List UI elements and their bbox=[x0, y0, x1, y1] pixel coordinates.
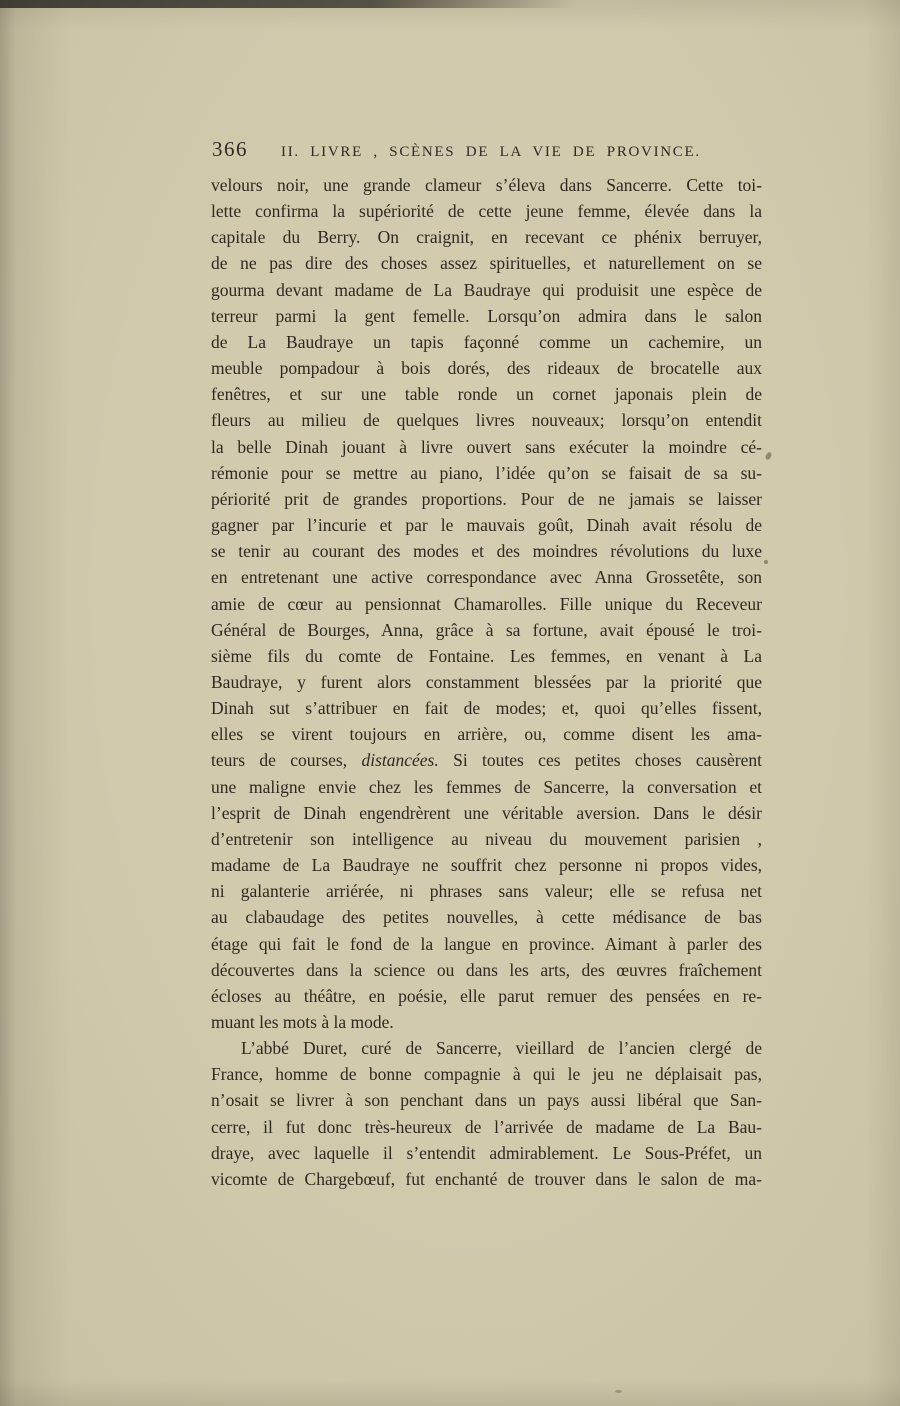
page-header bbox=[212, 137, 764, 162]
text-line: muant les mots à la mode. bbox=[211, 1012, 394, 1032]
text-line: France, homme de bonne compagnie à qui le jeu ne déplaisait pas, bbox=[211, 1064, 762, 1085]
text-line: de ne pas dire des choses assez spirituelles, et naturellement on se bbox=[211, 253, 762, 274]
text-line: Baudraye, y furent alors constamment blessées par la priorité que bbox=[211, 671, 762, 692]
text-line: capitale du Berry. On craignit, en recevant ce phénix berruyer, bbox=[211, 227, 762, 248]
scan-speck bbox=[764, 451, 772, 460]
body-text bbox=[211, 172, 762, 1192]
running-title: II. LIVRE , SCÈNES DE LA VIE DE PROVINCE. bbox=[281, 144, 701, 160]
text-line: se tenir au courant des modes et des moindres révolutions du luxe bbox=[211, 541, 762, 562]
text-line: rémonie pour se mettre au piano, l’idée qu’on se faisait de sa su- bbox=[211, 462, 762, 483]
text-line: de La Baudraye un tapis façonné comme un cachemire, un bbox=[211, 331, 762, 352]
page-number: 366 bbox=[212, 137, 248, 161]
text-line: fenêtres, et sur une table ronde un cornet japonais plein de bbox=[211, 384, 762, 405]
paragraph-1 bbox=[211, 172, 762, 1035]
text-line: lette confirma la supériorité de cette jeune femme, élevée dans la bbox=[211, 201, 762, 222]
text-line: draye, avec laquelle il s’entendit admirablement. Le Sous-Préfet, un bbox=[211, 1142, 762, 1163]
text-line: gourma devant madame de La Baudraye qui produisit une espèce de bbox=[211, 279, 762, 300]
text-line: Général de Bourges, Anna, grâce à sa fortune, avait épousé le troi- bbox=[211, 619, 762, 640]
text-line: en entretenant une active correspondance avec Anna Grossetête, son bbox=[211, 567, 762, 588]
text-line: amie de cœur au pensionnat Chamarolles. Fille unique du Receveur bbox=[211, 593, 762, 614]
text-line: périorité prit de grandes proportions. Pour de ne jamais se laisser bbox=[211, 488, 762, 509]
text-line: cerre, il fut donc très-heureux de l’arrivée de madame de La Bau- bbox=[211, 1116, 762, 1137]
scan-speck bbox=[764, 560, 768, 564]
text-line: velours noir, une grande clameur s’éleva dans Sancerre. Cette toi- bbox=[211, 175, 762, 195]
text-line: gagner par l’incurie et par le mauvais goût, Dinah avait résolu de bbox=[211, 515, 762, 536]
text-line: la belle Dinah jouant à livre ouvert sans exécuter la moindre cé- bbox=[211, 436, 762, 457]
text-line: écloses au théâtre, en poésie, elle parut remuer des pensées en re- bbox=[211, 985, 762, 1006]
text-line: fleurs au milieu de quelques livres nouveaux; lorsqu’on entendit bbox=[211, 410, 762, 431]
scan-speck bbox=[615, 1390, 622, 1393]
text-line: meuble pompadour à bois dorés, des rideaux de brocatelle aux bbox=[211, 358, 762, 379]
text-line: au clabaudage des petites nouvelles, à cette médisance de bas bbox=[211, 907, 762, 928]
text-line: terreur parmi la gent femelle. Lorsqu’on admira dans le salon bbox=[211, 305, 762, 326]
text-line: vicomte de Chargebœuf, fut enchanté de trouver dans le salon de ma- bbox=[211, 1168, 762, 1189]
text-line: sième fils du comte de Fontaine. Les femmes, en venant à La bbox=[211, 645, 762, 666]
text-line: L’abbé Duret, curé de Sancerre, vieillard de l’ancien clergé de bbox=[241, 1038, 762, 1059]
text-line: madame de La Baudraye ne souffrit chez personne ni propos vides, bbox=[211, 855, 762, 876]
paragraph-2 bbox=[211, 1035, 762, 1192]
text-line: elles se virent toujours en arrière, ou, comme disent les ama- bbox=[211, 724, 762, 745]
scan-edge-shadow bbox=[0, 0, 575, 8]
text-line: étage qui fait le fond de la langue en province. Aimant à parler des bbox=[211, 933, 762, 954]
text-line: d’entretenir son intelligence au niveau du mouvement parisien , bbox=[211, 828, 762, 849]
text-line: n’osait se livrer à son penchant dans un pays aussi libéral que San- bbox=[211, 1090, 762, 1111]
text-line: Dinah sut s’attribuer en fait de modes; et, quoi qu’elles fissent, bbox=[211, 698, 762, 719]
text-line: ni galanterie arriérée, ni phrases sans valeur; elle se refusa net bbox=[211, 881, 762, 902]
text-line: découvertes dans la science ou dans les arts, des œuvres fraîchement bbox=[211, 959, 762, 980]
text-line: l’esprit de Dinah engendrèrent une véritable aversion. Dans le désir bbox=[211, 802, 762, 823]
text-line: une maligne envie chez les femmes de Sancerre, la conversation et bbox=[211, 776, 762, 797]
text-line: teurs de courses, distancées. Si toutes ces petites choses causèrent bbox=[211, 750, 762, 771]
